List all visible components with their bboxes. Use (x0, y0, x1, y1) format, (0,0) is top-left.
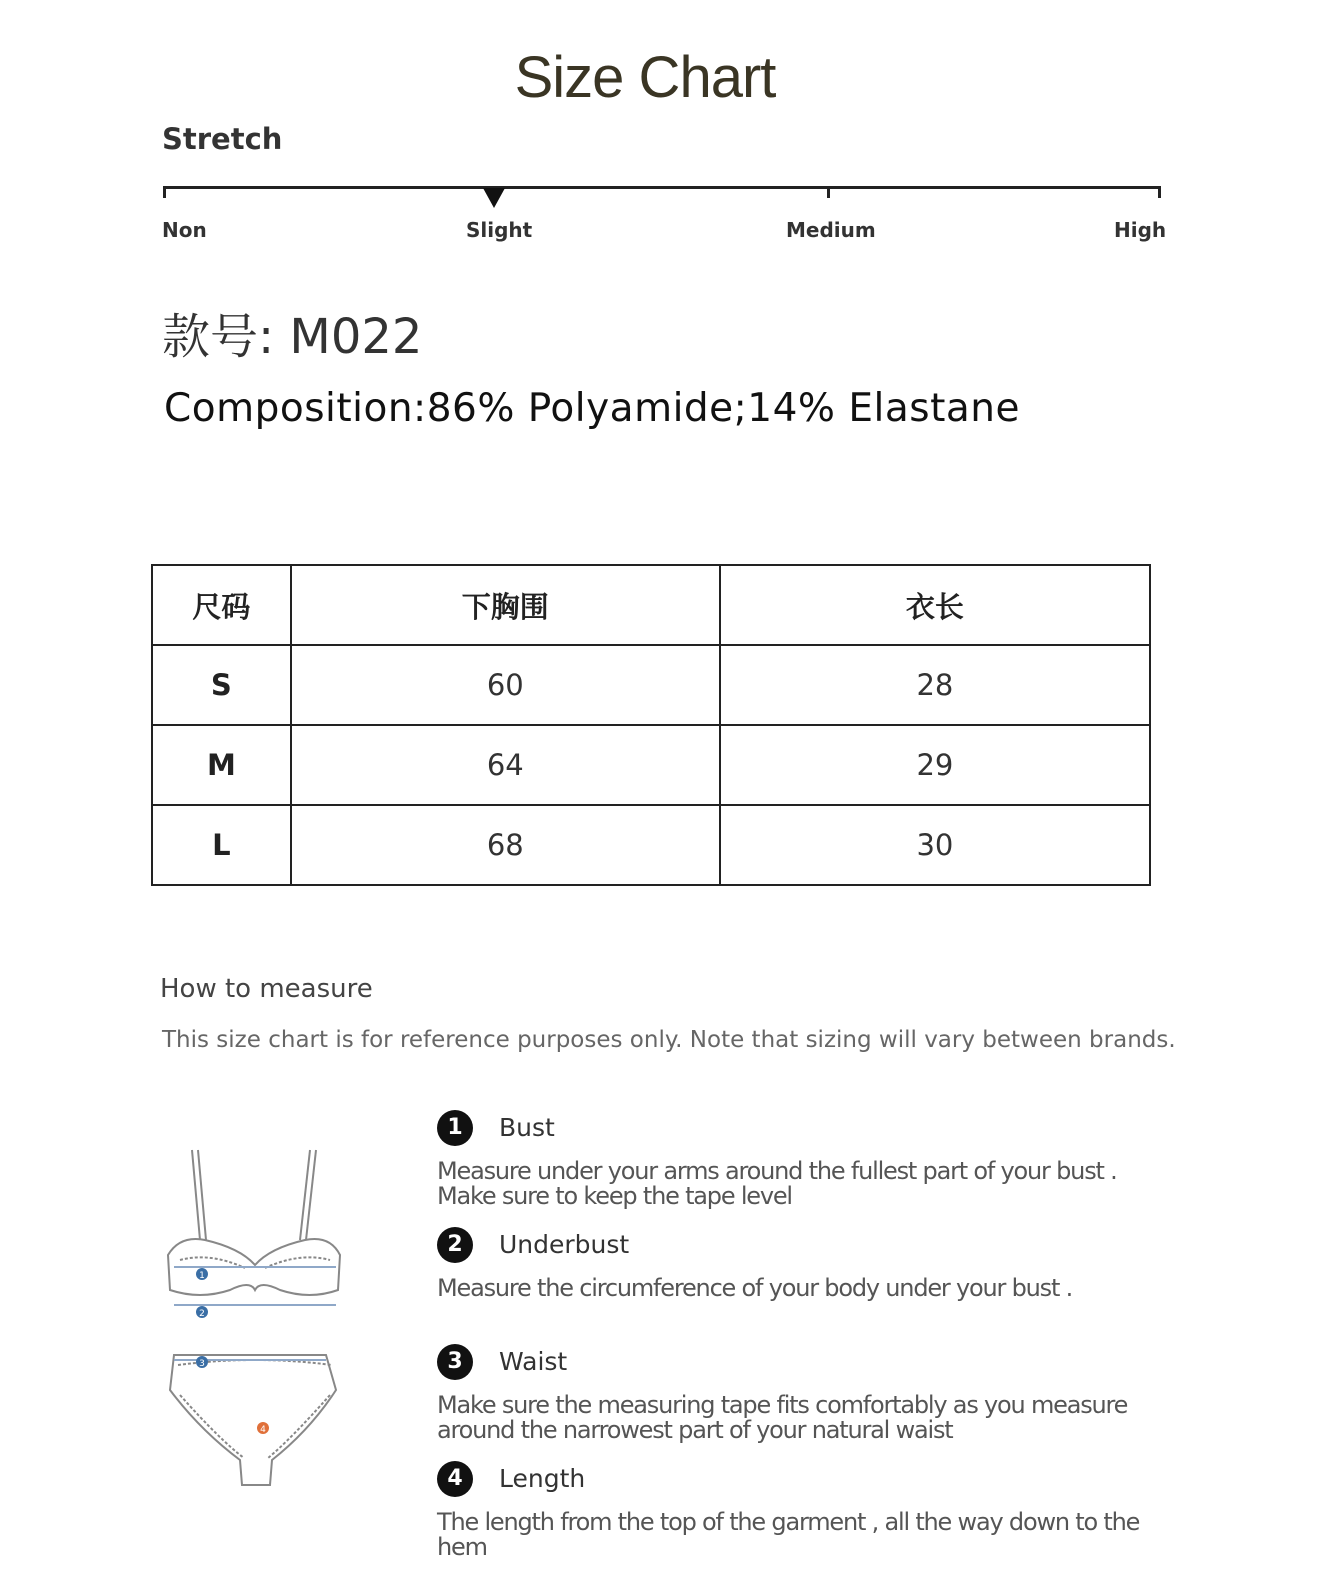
stretch-heading: Stretch (162, 122, 283, 156)
length-cell: 29 (720, 725, 1150, 805)
scale-label-high: High (1114, 218, 1167, 242)
table-row (152, 725, 1150, 805)
table-row (152, 645, 1150, 725)
underbust-cell: 64 (291, 725, 720, 805)
header-underbust: 下胸围 (291, 565, 720, 645)
scale-label-slight: Slight (466, 218, 533, 242)
page-title: Size Chart (514, 45, 776, 110)
table-row (152, 805, 1150, 885)
header-size: 尺码 (152, 565, 291, 645)
length-description: The length from the top of the garment , all the way down to the hem (437, 1508, 1140, 1561)
length-cell: 30 (720, 805, 1150, 885)
scale-label-medium: Medium (786, 218, 876, 242)
size-cell: M (152, 725, 291, 805)
underbust-description: Measure the circumference of your body under your bust . (437, 1274, 1073, 1302)
underbust-cell: 60 (291, 645, 720, 725)
bikini-diagram-icon (160, 1140, 350, 1500)
waist-title: Waist (499, 1347, 568, 1376)
size-cell: L (152, 805, 291, 885)
scale-tick-non (163, 186, 166, 198)
underbust-number-icon: 2 (437, 1227, 473, 1263)
scale-label-non: Non (162, 218, 207, 242)
length-cell: 28 (720, 645, 1150, 725)
waist-number-icon: 3 (437, 1344, 473, 1380)
size-table (151, 564, 1151, 886)
underbust-title: Underbust (499, 1230, 630, 1259)
reference-note: This size chart is for reference purposes only. Note that sizing will vary between brands. (162, 1027, 1176, 1053)
header-length: 衣长 (720, 565, 1150, 645)
diagram-marker-2: 2 (199, 1309, 205, 1319)
composition: Composition:86% Polyamide;14% Elastane (164, 386, 1020, 431)
diagram-marker-4: 4 (260, 1425, 266, 1435)
diagram-marker-1: 1 (199, 1271, 205, 1281)
underbust-cell: 68 (291, 805, 720, 885)
style-number: 款号: M022 (162, 309, 423, 365)
scale-tick-high (1158, 186, 1161, 198)
scale-tick-medium (827, 186, 830, 198)
bust-description: Measure under your arms around the fullest part of your bust . Make sure to keep the tape level (437, 1157, 1117, 1210)
length-title: Length (499, 1464, 586, 1493)
length-number-icon: 4 (437, 1461, 473, 1497)
table-header-row (152, 565, 1150, 645)
scale-line (163, 186, 1161, 189)
waist-description: Make sure the measuring tape fits comfortably as you measure around the narrowest part of your natural waist (437, 1391, 1128, 1444)
diagram-marker-3: 3 (199, 1359, 205, 1369)
bust-title: Bust (499, 1113, 555, 1142)
how-to-measure-heading: How to measure (160, 974, 373, 1004)
bust-number-icon: 1 (437, 1110, 473, 1146)
size-cell: S (152, 645, 291, 725)
stretch-scale (163, 186, 1161, 200)
stretch-marker-icon (483, 188, 505, 208)
